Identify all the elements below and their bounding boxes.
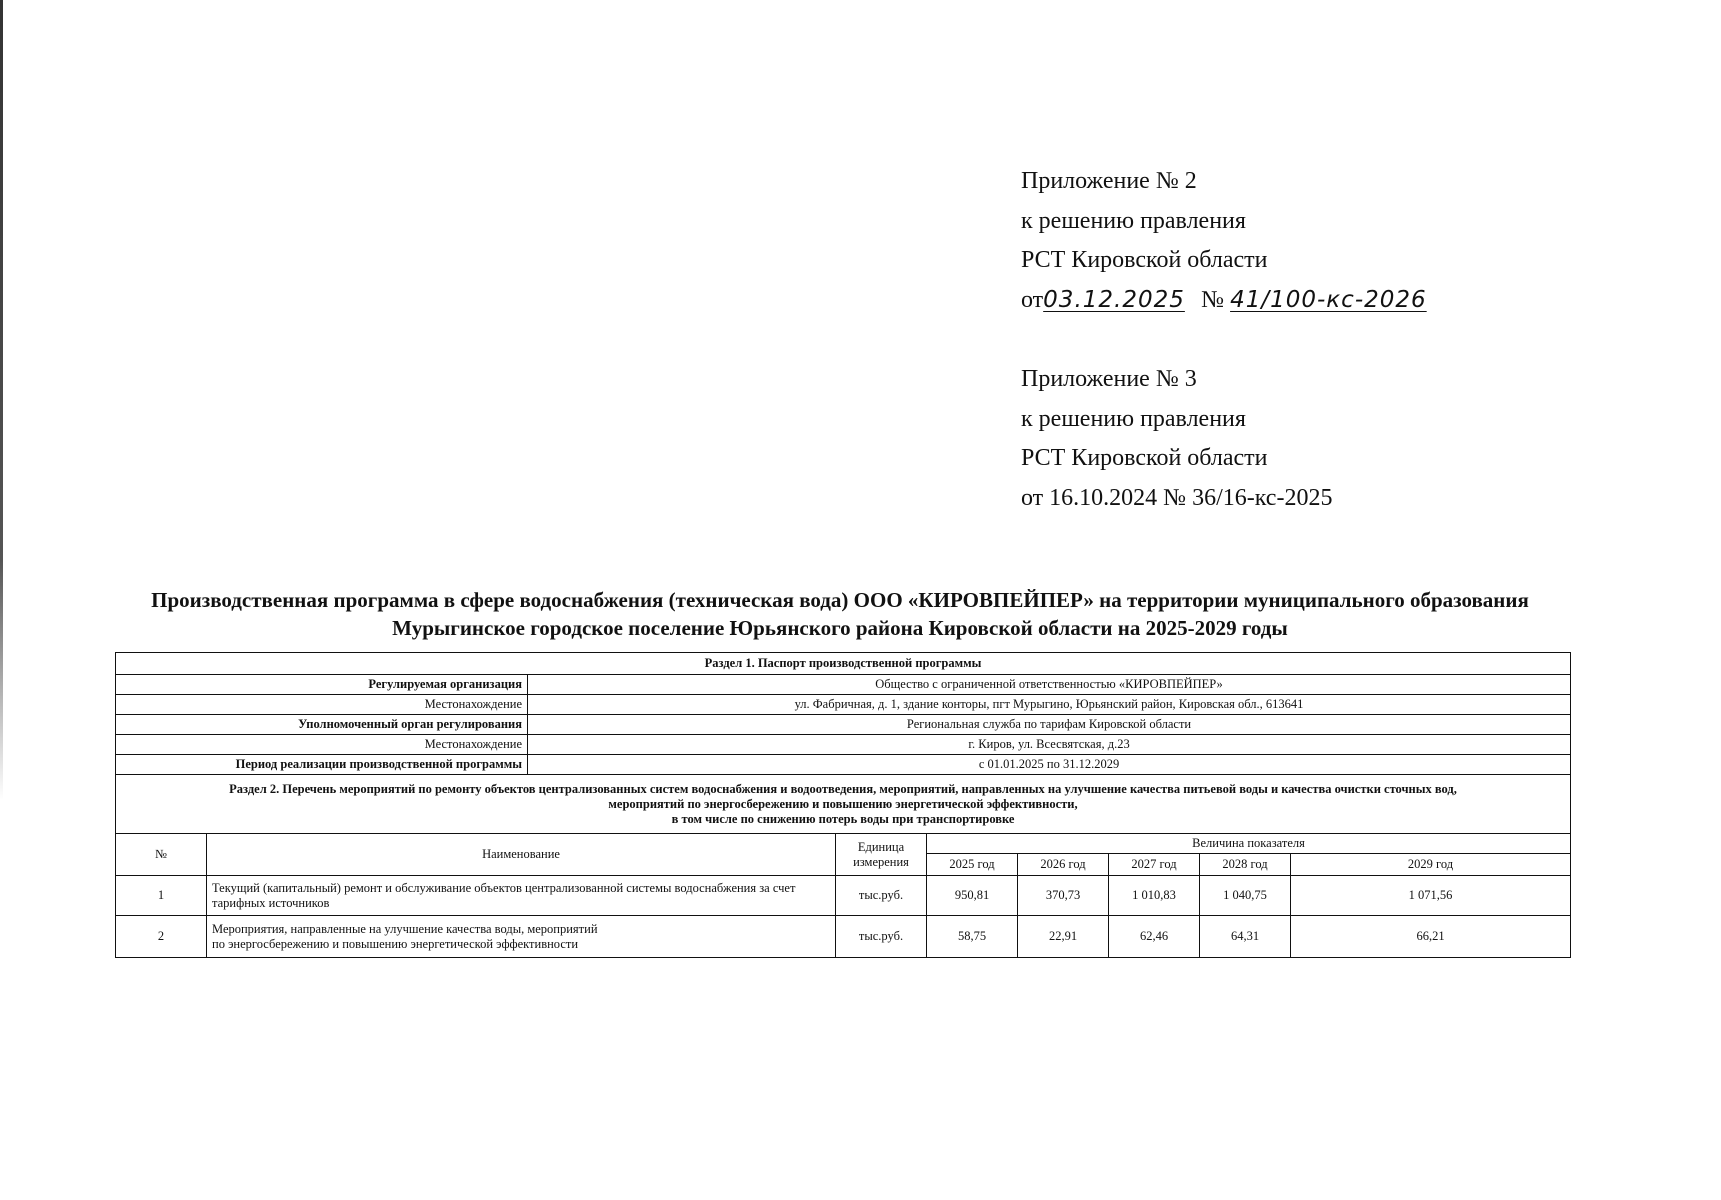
year-header-2029: 2029 год bbox=[1291, 854, 1571, 876]
column-header-unit bbox=[836, 834, 927, 876]
production-program-table bbox=[115, 652, 1571, 958]
passport-row bbox=[116, 695, 1571, 715]
table-row bbox=[116, 916, 1571, 958]
appendix-2-decision: к решению правления bbox=[1021, 207, 1246, 234]
row-value-2026: 22,91 bbox=[1018, 916, 1109, 958]
row-name-line-1: Мероприятия, направленные на улучшение качества воды, мероприятий bbox=[212, 921, 598, 936]
document-title bbox=[100, 586, 1580, 642]
column-header-num: № bbox=[116, 834, 207, 876]
passport-row bbox=[116, 735, 1571, 755]
row-name bbox=[207, 916, 836, 958]
year-header-2028: 2028 год bbox=[1200, 854, 1291, 876]
passport-label: Местонахождение bbox=[116, 695, 528, 715]
row-value-2027: 62,46 bbox=[1109, 916, 1200, 958]
row-name-line-1: Текущий (капитальный) ремонт и обслуживание объектов централизованной системы водоснабжения за счет bbox=[212, 880, 796, 895]
from-prefix: от bbox=[1021, 286, 1044, 313]
row-name-line-2: тарифных источников bbox=[212, 895, 330, 910]
passport-value: с 01.01.2025 по 31.12.2029 bbox=[528, 755, 1571, 775]
row-value-2027: 1 010,83 bbox=[1109, 876, 1200, 916]
appendix-2-header bbox=[1021, 162, 1427, 320]
year-header-2026: 2026 год bbox=[1018, 854, 1109, 876]
column-header-unit-line-2: измерения bbox=[853, 854, 909, 869]
column-header-value-group: Величина показателя bbox=[927, 834, 1571, 854]
column-header-unit-line-1: Единица bbox=[857, 839, 905, 854]
section-2-heading-row bbox=[116, 775, 1571, 834]
row-value-2026: 370,73 bbox=[1018, 876, 1109, 916]
appendix-3-authority: РСТ Кировской области bbox=[1021, 445, 1268, 471]
row-num: 2 bbox=[116, 916, 207, 958]
row-value-2028: 64,31 bbox=[1200, 916, 1291, 958]
passport-value: ул. Фабричная, д. 1, здание конторы, пгт Мурыгино, Юрьянский район, Кировская обл., 613641 bbox=[528, 695, 1571, 715]
passport-label: Местонахождение bbox=[116, 735, 528, 755]
handwritten-number: 41/100-кс-2026 bbox=[1230, 286, 1427, 313]
document-title-line-2: Мурыгинское городское поселение Юрьянского района Кировской области на 2025-2029 годы bbox=[392, 616, 1288, 640]
section-2-heading-line-3: в том числе по снижению потерь воды при транспортировке bbox=[671, 811, 1015, 826]
row-value-2028: 1 040,75 bbox=[1200, 876, 1291, 916]
appendix-3-decision: к решению правления bbox=[1021, 405, 1246, 432]
row-value-2029: 66,21 bbox=[1291, 916, 1571, 958]
table-row bbox=[116, 876, 1571, 916]
year-header-2027: 2027 год bbox=[1109, 854, 1200, 876]
column-header-row bbox=[116, 834, 1571, 854]
scan-edge bbox=[0, 0, 3, 800]
number-sign: № bbox=[1201, 286, 1225, 313]
row-name-line-2: по энергосбережению и повышению энергетической эффективности bbox=[212, 936, 579, 951]
section-2-heading-line-1: Раздел 2. Перечень мероприятий по ремонту объектов централизованных систем водоснабжения и водоотведения, мероприятий, направленных на улучшение качества питьевой воды и качества очистки сточных вод, bbox=[229, 781, 1457, 796]
appendix-2-authority: РСТ Кировской области bbox=[1021, 247, 1268, 273]
appendix-2-date-line bbox=[1021, 281, 1427, 321]
passport-label: Период реализации производственной программы bbox=[116, 755, 528, 775]
row-unit: тыс.руб. bbox=[836, 916, 927, 958]
handwritten-date: 03.12.2025 bbox=[1043, 286, 1185, 313]
passport-row bbox=[116, 715, 1571, 735]
passport-value: Региональная служба по тарифам Кировской области bbox=[528, 715, 1571, 735]
passport-value: г. Киров, ул. Всесвятская, д.23 bbox=[528, 735, 1571, 755]
section-2-heading-line-2: мероприятий по энергосбережению и повышению энергетической эффективности, bbox=[608, 796, 1078, 811]
section-1-heading: Раздел 1. Паспорт производственной программы bbox=[116, 653, 1571, 675]
row-value-2029: 1 071,56 bbox=[1291, 876, 1571, 916]
passport-row bbox=[116, 755, 1571, 775]
section-1-heading-row bbox=[116, 653, 1571, 675]
appendix-2-title: Приложение № 2 bbox=[1021, 168, 1197, 194]
row-num: 1 bbox=[116, 876, 207, 916]
appendix-3-date-line: от 16.10.2024 № 36/16-кс-2025 bbox=[1021, 484, 1333, 511]
column-header-name: Наименование bbox=[207, 834, 836, 876]
row-value-2025: 950,81 bbox=[927, 876, 1018, 916]
row-name bbox=[207, 876, 836, 916]
document-title-line-1: Производственная программа в сфере водоснабжения (техническая вода) ООО «КИРОВПЕЙПЕР» на территории муниципального образования bbox=[151, 588, 1529, 612]
passport-label: Регулируемая организация bbox=[116, 675, 528, 695]
passport-row bbox=[116, 675, 1571, 695]
passport-label: Уполномоченный орган регулирования bbox=[116, 715, 528, 735]
row-unit: тыс.руб. bbox=[836, 876, 927, 916]
section-2-heading bbox=[116, 775, 1571, 834]
passport-value: Общество с ограниченной ответственностью «КИРОВПЕЙПЕР» bbox=[528, 675, 1571, 695]
appendix-3-header bbox=[1021, 360, 1332, 518]
appendix-3-title: Приложение № 3 bbox=[1021, 366, 1197, 392]
year-header-2025: 2025 год bbox=[927, 854, 1018, 876]
row-value-2025: 58,75 bbox=[927, 916, 1018, 958]
